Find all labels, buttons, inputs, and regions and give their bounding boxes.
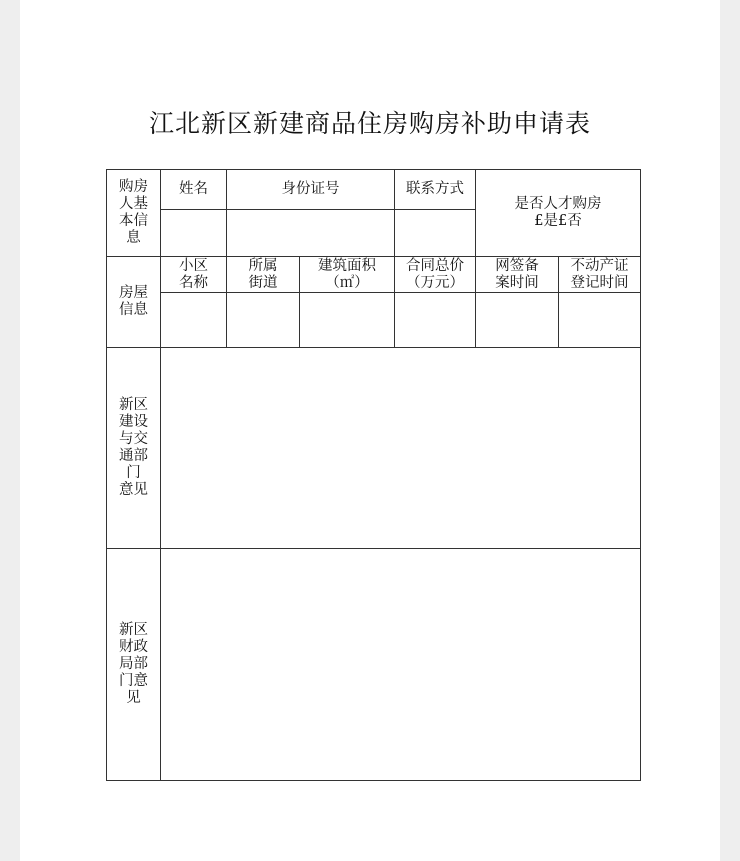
construction-opinion-field[interactable] (161, 348, 640, 548)
registration-time-header: 不动产证 登记时间 (570, 257, 629, 291)
table-border-bottom (106, 780, 641, 781)
filing-time-header: 网签备 案时间 (495, 257, 539, 291)
building-area-field[interactable] (300, 293, 394, 347)
application-form-table (106, 169, 641, 781)
form-title: 江北新区新建商品住房购房补助申请表 (148, 109, 591, 138)
id-number-field[interactable] (227, 210, 394, 256)
contact-header: 联系方式 (406, 181, 464, 197)
contract-price-field[interactable] (395, 293, 475, 347)
talent-purchase-options[interactable]: £是£否 (534, 213, 582, 229)
name-field[interactable] (161, 210, 226, 256)
filing-time-field[interactable] (476, 293, 558, 347)
street-field[interactable] (227, 293, 299, 347)
buyer-info-label: 购房 人基 本信 息 (119, 179, 148, 246)
building-area-header: 建筑面积 （㎡） (318, 257, 376, 291)
community-name-header: 小区 名称 (179, 257, 208, 291)
community-name-field[interactable] (161, 293, 226, 347)
talent-purchase-question: 是否人才购房 £是£否 (514, 196, 602, 229)
construction-opinion-label: 新区 建设 与交 通部 门 意见 (119, 397, 148, 498)
street-header: 所属 街道 (248, 257, 278, 291)
house-info-label: 房屋 信息 (119, 285, 148, 318)
table-border-right (640, 169, 641, 781)
id-number-header: 身份证号 (281, 181, 340, 197)
finance-opinion-label: 新区 财政 局部 门意 见 (119, 622, 148, 706)
registration-time-field[interactable] (559, 293, 640, 347)
finance-opinion-field[interactable] (161, 549, 640, 780)
contact-field[interactable] (395, 210, 475, 256)
contract-price-header: 合同总价 （万元） (406, 257, 464, 291)
name-header: 姓名 (179, 181, 208, 197)
